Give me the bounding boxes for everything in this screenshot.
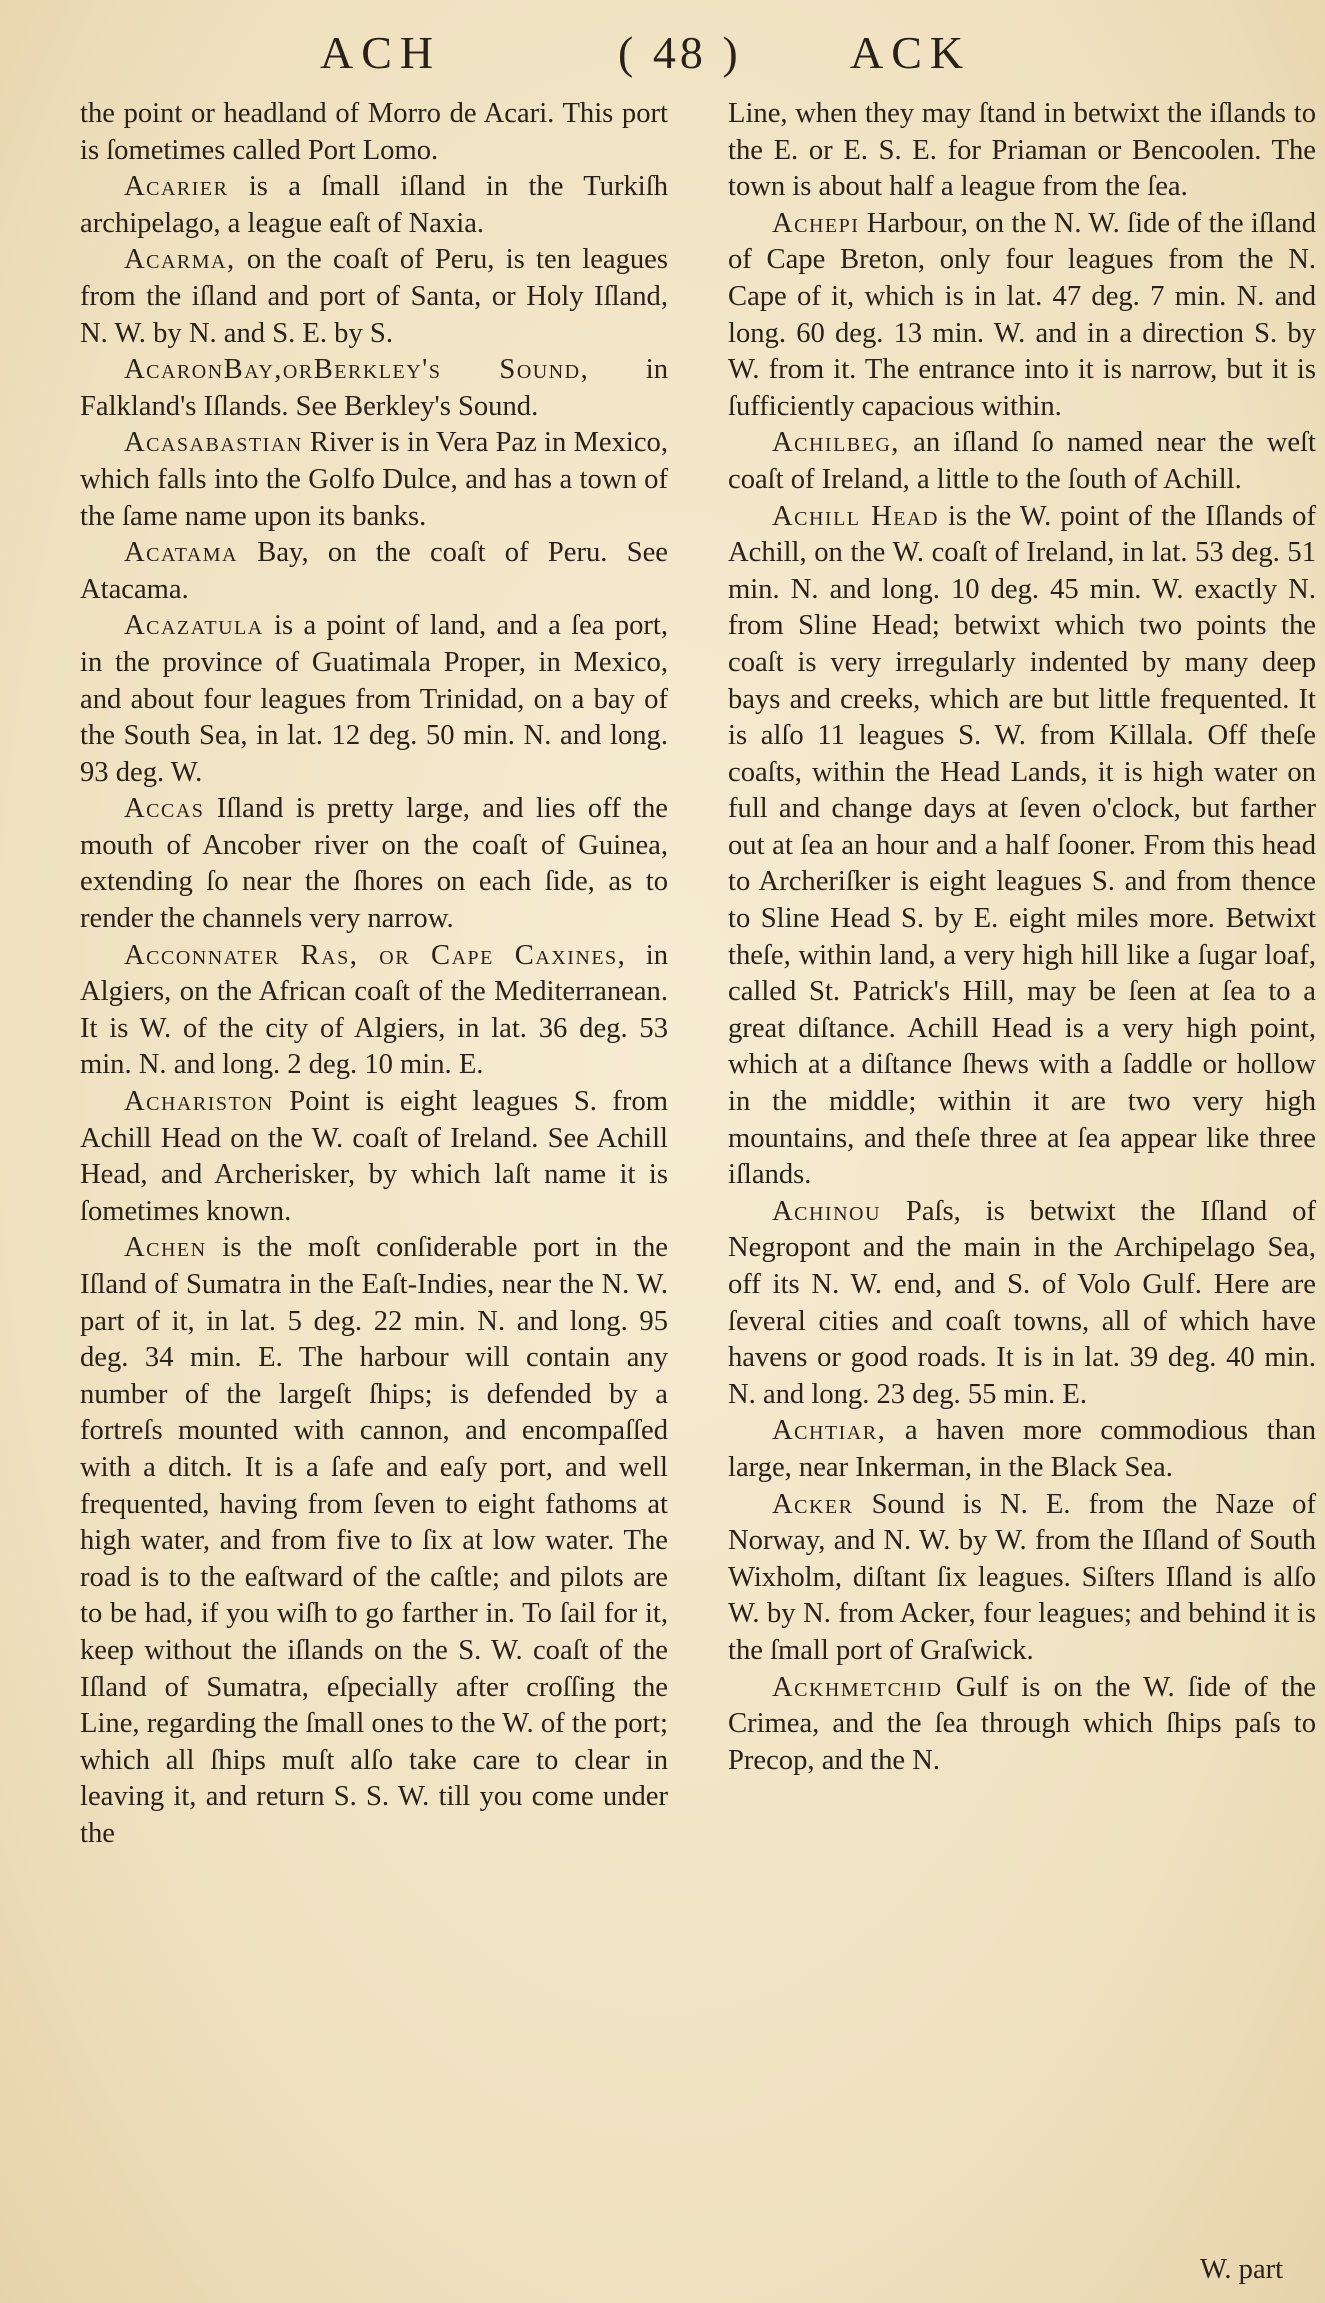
entry-headword: AcaronBay,orBerkley's Sound, [124,354,590,386]
entry-headword: Acker [772,1488,854,1520]
entry-text: Bay, on the coaſt of Peru. See Atacama. [80,537,668,605]
dictionary-entry [80,425,668,535]
dictionary-entry [728,1194,1316,1414]
dictionary-entry [80,608,668,791]
dictionary-entry [80,242,668,352]
entry-headword: Accas [124,793,205,825]
entry-headword: Achilbeg, [772,427,900,459]
entry-text: Point is eight leagues S. from Achill Head on the W. coaſt of Ireland. See Achill Head, and Archerisker, by which laſt name it is ſometimes known. [80,1086,668,1227]
catchword: W. part [1200,2254,1284,2285]
dictionary-entry [80,169,668,242]
entry-text: an iſland ſo named near the weſt coaſt of Ireland, a little to the ſouth of Achill. [728,427,1316,495]
header-left-guide-word: ACH [320,27,442,78]
entry-text: on the coaſt of Peru, is ten leagues from the iſland and port of Santa, or Holy Iſland, N. W. by N. and S. E. by S. [80,244,668,349]
entry-text: in Algiers, on the African coaſt of the Mediterranean. It is W. of the city of Algiers, in lat. 36 deg. 53 min. N. and long. 2 deg. 10 min. E. [80,939,669,1081]
entry-text: Paſs, is betwixt the Iſland of Negropont and the main in the Archipelago Sea, off its N. W. end, and S. of Volo Gulf. Here are ſeveral cities and coaſt towns, all of which have havens or good roads. It is in lat. 39 deg. 40 min. N. and long. 23 deg. 55 min. E. [728,1195,1316,1410]
entry-headword: Acarier [124,171,229,203]
entry-text: Gulf is on the W. ſide of the Crimea, and the ſea through which ſhips paſs to Precop, and the N. [728,1671,1316,1776]
right-column [728,96,1316,1779]
page-number: ( 48 ) [618,27,742,78]
entry-headword: Achepi [772,207,860,239]
entry-headword: Acconnater Ras, or Cape Caxines, [124,939,627,971]
entry-headword: Ackhmetchid [772,1671,943,1703]
entry-text: a haven more commodious than large, near Inkerman, in the Black Sea. [728,1415,1316,1483]
entry-headword: Acasabastian [124,427,303,459]
entry-text: Harbour, on the N. W. ſide of the iſland of Cape Breton, only four leagues from the N. Cape of it, which is in lat. 47 deg. 7 min. N. and long. 60 deg. 13 min. W. and in a direction S. by W. from it. The entrance into it is narrow, but it is ſufficiently capacious within. [728,207,1316,422]
entry-text: is a point of land, and a ſea port, in the province of Guatimala Proper, in Mexico, and about four leagues from Trinidad, on a bay of the South Sea, in lat. 12 deg. 50 min. N. and long. 93 deg. W. [80,610,668,788]
entry-headword: Achill Head [772,500,939,532]
entry-text: the point or headland of Morro de Acari. This port is ſometimes called Port Lomo. [80,98,668,166]
entry-text: in Falkland's Iſlands. See Berkley's Sound. [80,354,668,422]
entry-text: is a ſmall iſland in the Turkiſh archipelago, a league eaſt of Naxia. [80,171,668,239]
dictionary-entry [728,1670,1316,1780]
entry-headword: Achinou [772,1195,881,1227]
dictionary-entry [80,535,668,608]
dictionary-entry [80,791,668,937]
dictionary-entry [728,96,1316,206]
dictionary-entry [728,499,1316,1194]
dictionary-entry [728,206,1316,426]
entry-headword: Achen [124,1232,207,1264]
entry-text: is the W. point of the Iſlands of Achill, on the W. coaſt of Ireland, in lat. 53 deg. 51 min. N. and long. 10 deg. 45 min. W. exactly N. from Sline Head; betwixt which two points the coaſt is very irregularly indented by many deep bays and creeks, which are but little frequented. It is alſo 11 leagues S. W. from Killala. Off theſe coaſts, within the Head Lands, it is high water on full and change days at ſeven o'clock, but farther out at ſea an hour and a half ſooner. From this head to Archeriſker is eight leagues S. and from thence to Sline Head S. by E. eight miles more. Betwixt theſe, within land, a very high hill like a ſugar loaf, called St. Patrick's Hill, may be ſeen at ſea to a great diſtance. Achill Head is a very high point, which at a diſtance ſhews with a ſaddle or hollow in the middle; within it are two very high mountains, and theſe three at ſea appear like three iſlands. [728,500,1317,1191]
running-header [0,26,1325,86]
entry-text: Iſland is pretty large, and lies off the mouth of Ancober river on the coaſt of Guinea, extending ſo near the ſhores on each ſide, as to render the channels very narrow. [80,793,668,935]
dictionary-entry [80,352,668,425]
dictionary-entry [80,96,668,169]
entry-headword: Achtiar, [772,1415,887,1447]
header-right-guide-word: ACK [850,27,972,78]
dictionary-entry [728,425,1316,498]
dictionary-entry [80,938,668,1084]
entry-text: River is in Vera Paz in Mexico, which falls into the Golfo Dulce, and has a town of the ſame name upon its banks. [80,427,668,532]
entry-headword: Acarma, [124,244,236,276]
dictionary-entry [80,1084,668,1230]
entry-headword: Acazatula [124,610,264,642]
dictionary-entry [80,1230,668,1852]
entry-headword: Achariston [124,1086,274,1118]
dictionary-entry [728,1487,1316,1670]
entry-headword: Acatama [124,537,239,569]
entry-text: Sound is N. E. from the Naze of Norway, and N. W. by W. from the Iſland of South Wixholm, diſtant ſix leagues. Siſters Iſland is alſo W. by N. from Acker, four leagues; and behind it is the ſmall port of Graſwick. [728,1488,1316,1666]
dictionary-entry [728,1413,1316,1486]
entry-text: Line, when they may ſtand in betwixt the iſlands to the E. or E. S. E. for Priaman or Bencoolen. The town is about half a league from the ſea. [728,98,1316,203]
entry-text: is the moſt conſiderable port in the Iſland of Sumatra in the Eaſt-Indies, near the N. W. part of it, in lat. 5 deg. 22 min. N. and long. 95 deg. 34 min. E. The harbour will contain any number of the largeſt ſhips; is defended by a fortreſs mounted with cannon, and encompaſſed with a ditch. It is a ſafe and eaſy port, and well frequented, having from ſeven to eight fathoms at high water, and from five to ſix at low water. The road is to the eaſtward of the caſtle; and pilots are to be had, if you wiſh to go farther in. To ſail for it, keep without the iſlands on the S. W. coaſt of the Iſland of Sumatra, eſpecially after croſſing the Line, regarding the ſmall ones to the W. of the port; which all ſhips muſt alſo take care to clear in leaving it, and return S. S. W. till you come under the [80,1232,668,1849]
left-column [80,96,668,1853]
